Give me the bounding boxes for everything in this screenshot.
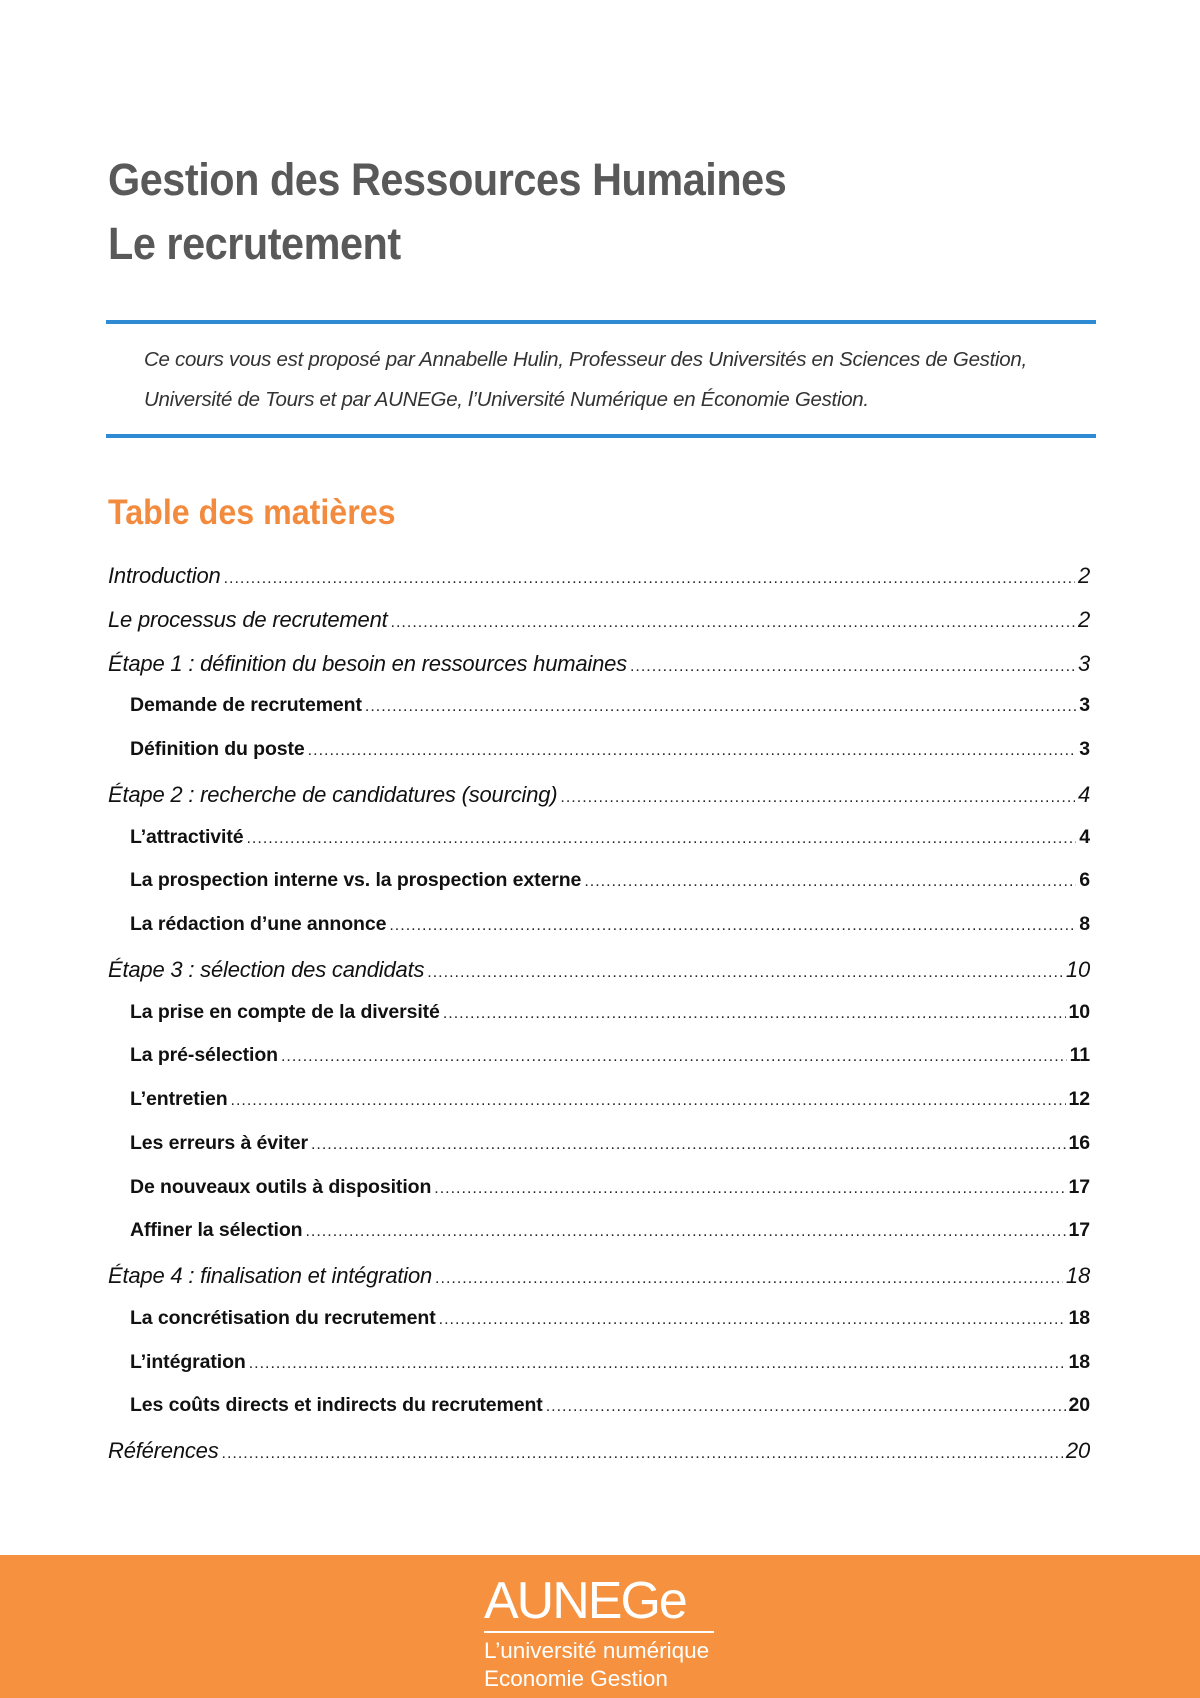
toc-entry-page: 16 — [1068, 1131, 1090, 1154]
toc-entry[interactable] — [130, 1219, 1090, 1242]
toc-dot-leader — [427, 964, 1063, 982]
toc-entry-page: 10 — [1068, 1000, 1090, 1023]
toc-entry-page: 17 — [1068, 1175, 1090, 1198]
toc-entry-label: La concrétisation du recrutement — [130, 1306, 436, 1329]
toc-dot-leader — [389, 917, 1076, 935]
page-title-line-1: Gestion des Ressources Humaines — [108, 154, 787, 205]
toc-entry-label: Affiner la sélection — [130, 1219, 303, 1242]
toc-entry-label: Introduction — [108, 563, 221, 588]
toc-entry[interactable] — [108, 563, 1090, 589]
toc-entry[interactable] — [130, 1132, 1090, 1155]
toc-entry[interactable] — [130, 869, 1090, 892]
intro-box — [106, 320, 1096, 438]
logo-divider — [484, 1631, 714, 1633]
logo-tagline-line-2: Economie Gestion — [484, 1666, 668, 1691]
toc-entry[interactable] — [130, 1351, 1090, 1374]
toc-entry-label: L’entretien — [130, 1088, 228, 1110]
toc-entry-page: 3 — [1079, 738, 1090, 760]
toc-entry-page: 20 — [1068, 1394, 1090, 1417]
toc-entry-label: La pré-sélection — [130, 1044, 278, 1067]
toc-entry[interactable] — [108, 1438, 1090, 1464]
intro-text: Ce cours vous est proposé par Annabelle Hulin, Professeur des Universités en Sciences de Gestion, Université de Tours et par AUNEGe, l’Université Numérique en Économie Gestion. — [144, 348, 1027, 411]
toc-entry-label: La prospection interne vs. la prospection externe — [130, 869, 582, 892]
toc-entry-label: Étape 4 : finalisation et intégration — [108, 1263, 433, 1288]
toc-entry-page: 2 — [1077, 563, 1090, 588]
toc-entry-page: 3 — [1079, 694, 1090, 717]
toc-entry-page: 18 — [1068, 1306, 1090, 1329]
toc-dot-leader — [281, 1048, 1067, 1066]
toc-entry[interactable] — [108, 1263, 1090, 1289]
toc-entry-label: Étape 1 : définition du besoin en ressources humaines — [108, 650, 627, 676]
toc-entry-label: Étape 3 : sélection des candidats — [108, 956, 425, 982]
toc-dot-leader — [546, 1398, 1066, 1416]
toc-entry[interactable] — [108, 607, 1090, 633]
page-title-line-2: Le recrutement — [108, 218, 401, 269]
toc-dot-leader — [584, 873, 1076, 891]
toc-entry-label: Définition du poste — [130, 738, 305, 760]
toc-dot-leader — [246, 830, 1076, 848]
toc-entry[interactable] — [130, 826, 1090, 849]
toc-entry[interactable] — [130, 1001, 1090, 1024]
toc-entry-label: Étape 2 : recherche de candidatures (sourcing) — [108, 781, 558, 807]
page-title — [108, 148, 786, 276]
toc-entry-label: La rédaction d’une annonce — [130, 913, 387, 935]
toc-dot-leader — [435, 1270, 1063, 1288]
toc-entry-label: L’intégration — [130, 1350, 246, 1373]
toc-entry-page: 8 — [1079, 913, 1090, 935]
toc-entry[interactable] — [130, 913, 1090, 936]
toc-entry-page: 6 — [1079, 869, 1090, 892]
toc-entry-label: De nouveaux outils à disposition — [130, 1175, 432, 1198]
toc-entry[interactable] — [108, 957, 1090, 983]
toc-dot-leader — [222, 1445, 1063, 1463]
toc-entry-page: 4 — [1079, 825, 1090, 848]
toc-dot-leader — [560, 789, 1075, 807]
toc-entry-page: 3 — [1077, 650, 1090, 676]
toc-entry[interactable] — [130, 1394, 1090, 1417]
toc-entry-page: 20 — [1065, 1438, 1090, 1463]
toc-entry[interactable] — [130, 1044, 1090, 1067]
toc-entry-label: Le processus de recrutement — [108, 606, 388, 632]
toc-dot-leader — [231, 1092, 1066, 1110]
toc-entry-page: 18 — [1068, 1350, 1090, 1373]
toc-entry-page: 2 — [1077, 606, 1090, 632]
toc-entry[interactable] — [130, 1307, 1090, 1330]
toc-dot-leader — [311, 1136, 1066, 1154]
toc-entry[interactable] — [108, 782, 1090, 808]
toc-entry-page: 18 — [1065, 1263, 1090, 1288]
toc-dot-leader — [391, 614, 1075, 632]
toc-dot-leader — [224, 570, 1075, 588]
toc-entry-label: Références — [108, 1438, 219, 1463]
toc-entry-label: La prise en compte de la diversité — [130, 1000, 440, 1023]
toc-entry[interactable] — [130, 694, 1090, 717]
toc-entry-page: 10 — [1065, 956, 1090, 982]
toc-dot-leader — [365, 698, 1076, 716]
toc-entry-page: 4 — [1077, 781, 1090, 807]
toc-entry-label: Les coûts directs et indirects du recrutement — [130, 1394, 543, 1417]
toc-entry-page: 17 — [1068, 1219, 1090, 1242]
toc-entry[interactable] — [130, 1088, 1090, 1111]
logo-tagline-line-1: L’université numérique — [484, 1638, 710, 1663]
toc-entry-page: 11 — [1069, 1044, 1090, 1067]
toc-dot-leader — [434, 1180, 1065, 1198]
toc-dot-leader — [305, 1223, 1065, 1241]
logo-wordmark: AUNEGe — [484, 1572, 686, 1630]
toc-entry-label: Demande de recrutement — [130, 694, 362, 717]
toc-entry-page: 12 — [1068, 1088, 1090, 1110]
footer-banner — [0, 1555, 1200, 1698]
toc-entry[interactable] — [130, 738, 1090, 761]
toc-dot-leader — [249, 1355, 1066, 1373]
toc-entry[interactable] — [108, 651, 1090, 677]
toc-dot-leader — [630, 658, 1075, 676]
toc-entry[interactable] — [130, 1176, 1090, 1199]
toc-heading: Table des matières — [108, 493, 396, 532]
toc-dot-leader — [439, 1311, 1066, 1329]
toc-dot-leader — [308, 742, 1077, 760]
aunege-logo — [484, 1573, 714, 1693]
toc-entry-label: L’attractivité — [130, 825, 244, 848]
toc-entry-label: Les erreurs à éviter — [130, 1131, 308, 1154]
toc-dot-leader — [443, 1005, 1066, 1023]
